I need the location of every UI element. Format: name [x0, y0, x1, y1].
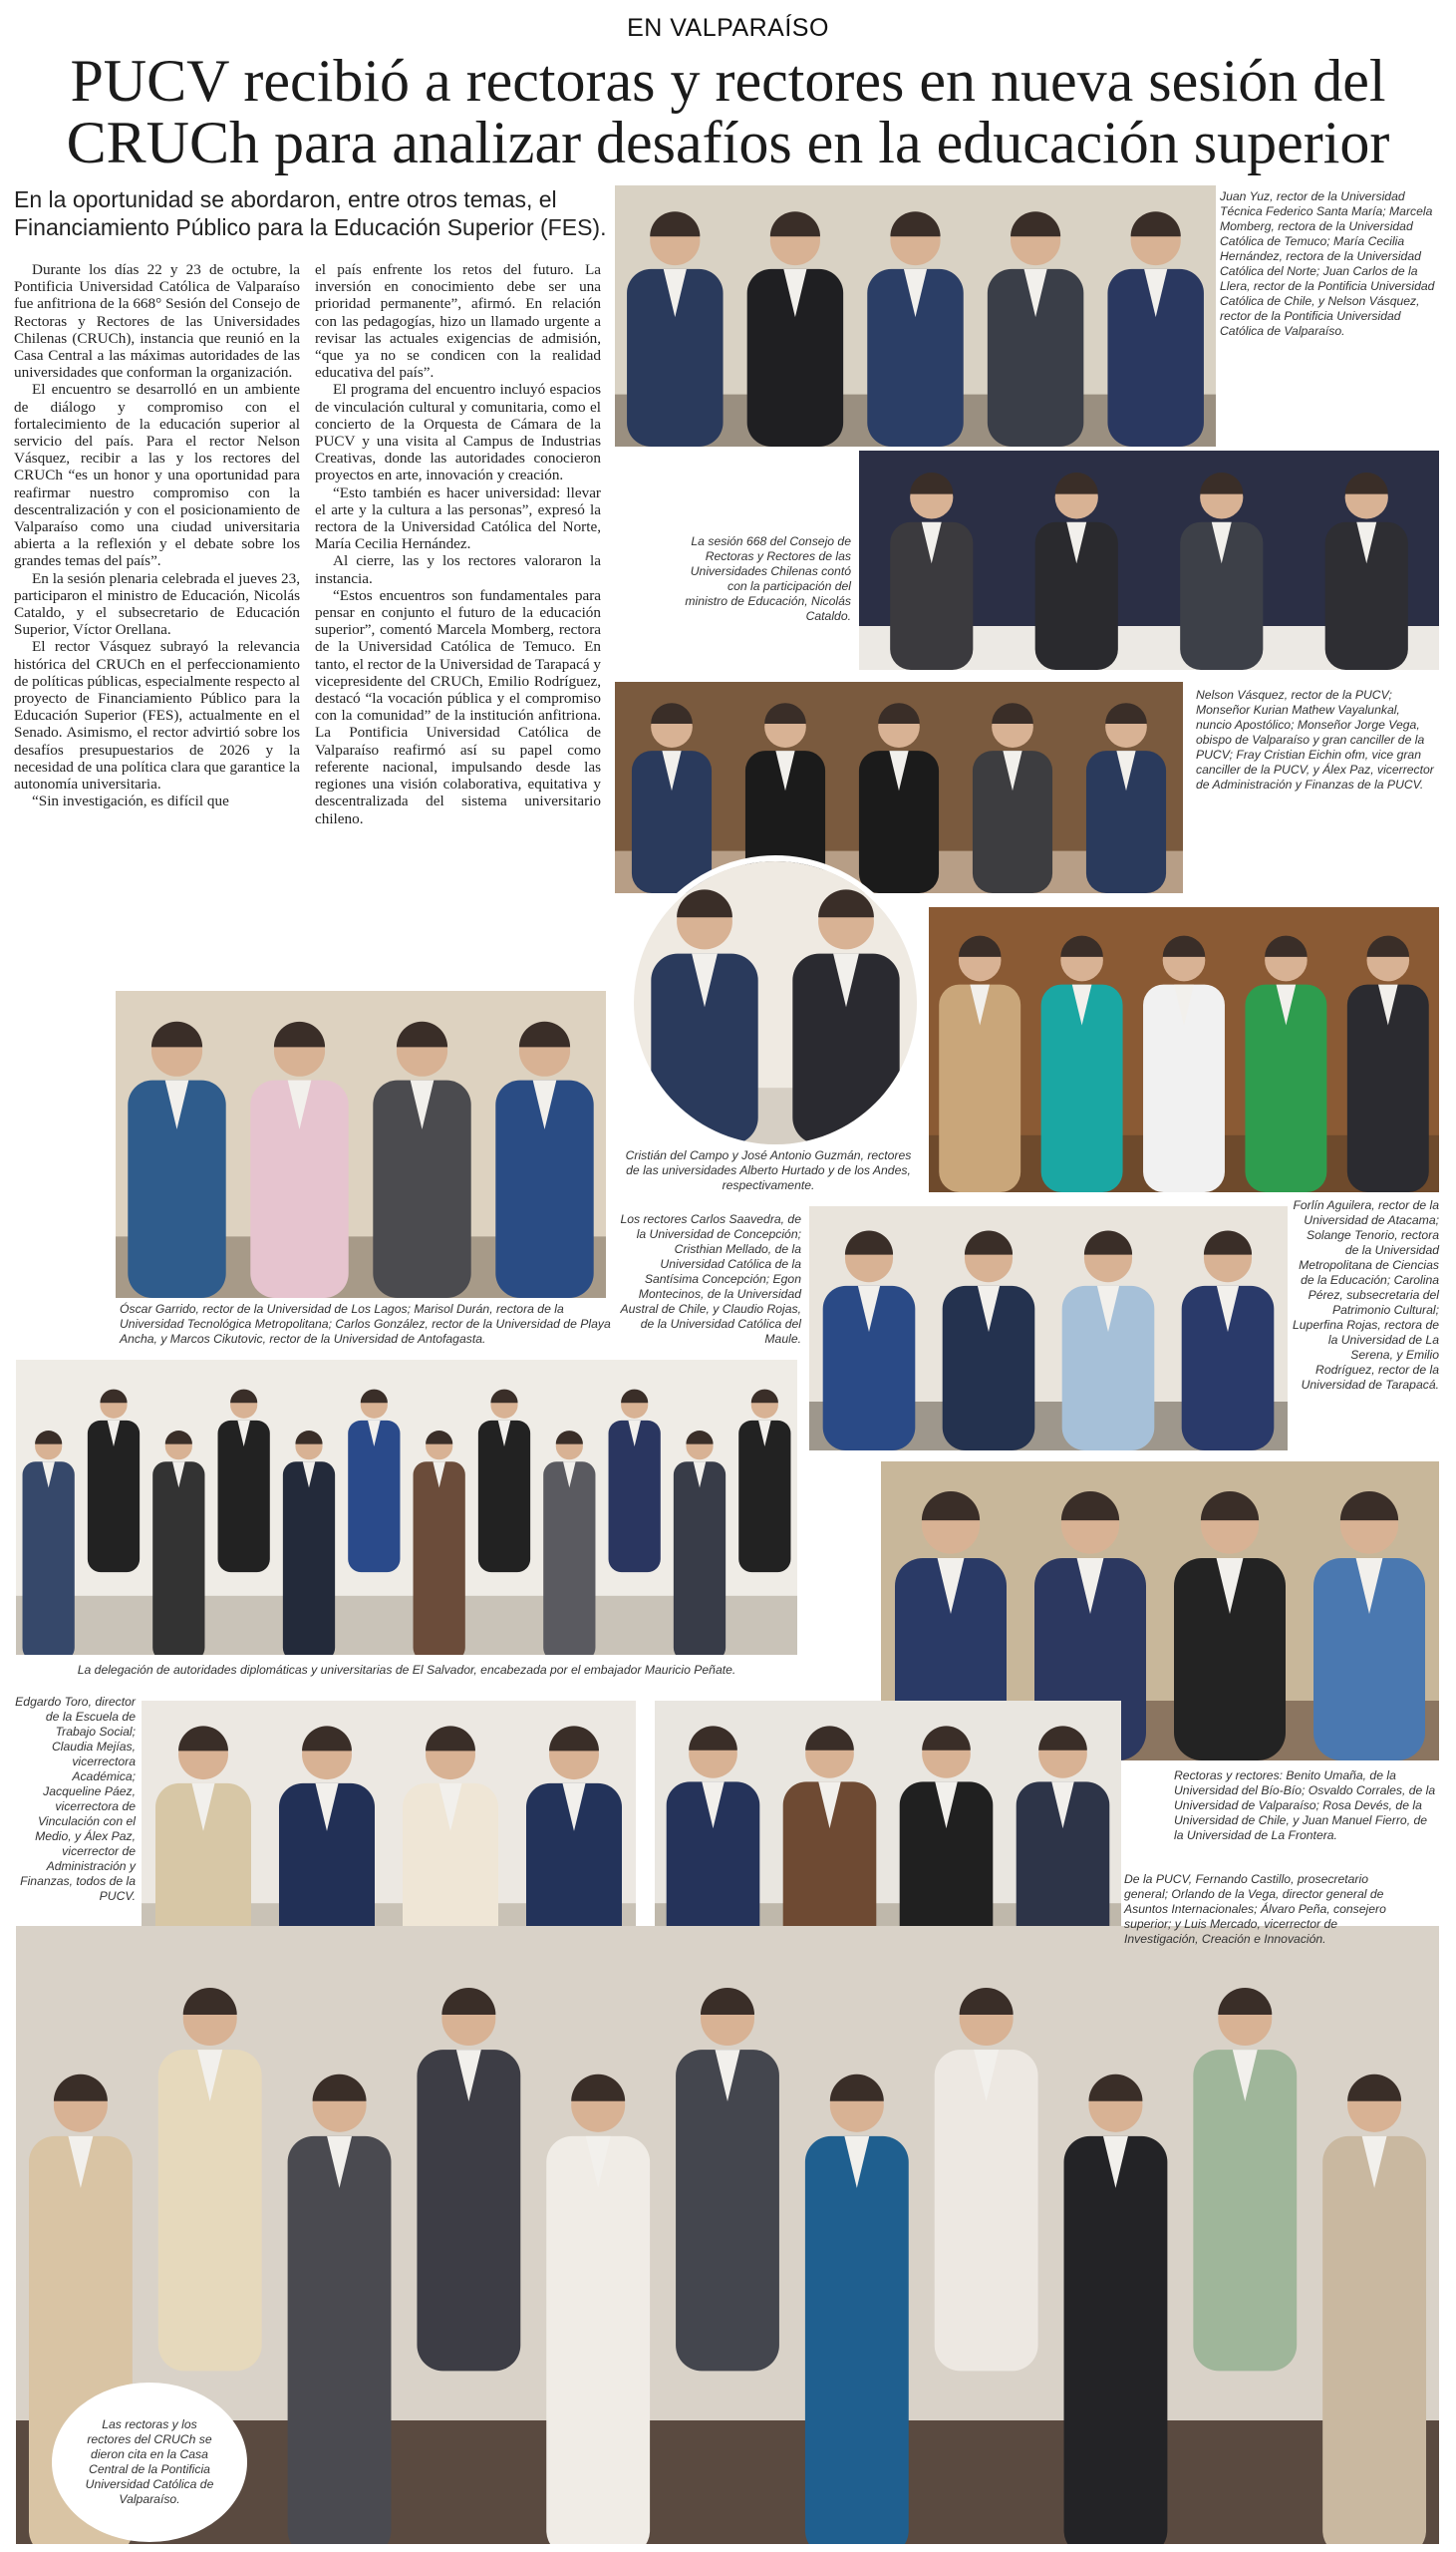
person-figure — [805, 2074, 909, 2544]
photo-scene — [634, 861, 917, 1144]
caption: Óscar Garrido, rector de la Universidad de Los Lagos; Marisol Durán, rectora de la Universidad Tecnológica Metropolitana; Carlos González, rector de la Universidad de Playa Ancha, y Marcos Cikutovic, rector de la Universidad de Antofagasta. — [120, 1302, 611, 1346]
person-figure — [414, 1431, 465, 1655]
paragraph: “Sin investigación, es difícil que — [32, 793, 229, 810]
caption: Cristián del Campo y José Antonio Guzmán, rectores de las universidades Alberto Hurtado y de los Andes, respectivamente. — [625, 1148, 912, 1192]
caption: Juan Yuz, rector de la Universidad Técnica Federico Santa María; Marcela Momberg, rectora de la Universidad Católica de Temuco; María Cecilia Hernández, rectora de la Universidad Católica del Norte; Juan Carlos de la Llera, rector de la Pontificia Universidad Católica de Chile, y Nelson Vásquez, rector de la Pontificia Universidad Católica de Valparaíso. — [1220, 189, 1435, 338]
person-figure — [288, 2074, 392, 2544]
photo-circle-two-rectors — [628, 855, 923, 1150]
paragraph: Durante los días 22 y 23 de octubre, la Pontificia Universidad Católica de Valparaíso fue anfitriona de la 668° Sesión del Consejo de Rectoras y Rectores de las Universidades Chilenas (CRUCh), instancia que reunió en la Casa Central a las máximas autoridades de las universidades que conforman la organización. — [14, 261, 300, 382]
caption: La delegación de autoridades diplomáticas y universitarias de El Salvador, encabezada por el embajador Mauricio Peñate. — [77, 1663, 736, 1677]
photo-session-table — [859, 451, 1439, 670]
photo-scene — [929, 907, 1439, 1192]
person-figure — [1064, 2074, 1168, 2544]
photo-scene — [116, 991, 606, 1298]
caption: Edgardo Toro, director de la Escuela de Trabajo Social; Claudia Mejías, vicerrectora Académica; Jacqueline Páez, vicerrectora de Vinculación con el Medio, y Álex Paz, vicerrector de Administración y Finanzas, todos de la PUCV. — [15, 1695, 136, 1903]
paragraph: “Esto también es hacer universidad: llevar el arte y la cultura a las personas”, expresó la rectora de la Universidad Católica del Norte, María Cecilia Hernández. — [315, 483, 601, 553]
caption: Nelson Vásquez, rector de la PUCV; Monseñor Kurian Mathew Vayalunkal, nuncio Apostólico; Monseñor Jorge Vega, obispo de Valparaíso y gran canciller de la PUCV; Fray Cristian Eichin ofm, vice gran canciller de la PUCV, y Álex Paz, vicerrector de Administración y Finanzas de la PUCV. — [1196, 688, 1434, 792]
photo-pucv-team-2 — [655, 1701, 1121, 1954]
paragraph: En la sesión plenaria celebrada el jueves 23, participaron el ministro de Educación, Nicolás Cataldo, y el subsecretario de Educación Superior, Víctor Orellana. — [14, 569, 300, 639]
paragraph: El programa del encuentro incluyó espacios de vinculación cultural y comunitaria, como el concierto de la Orquesta de Cámara de la PUCV y una visita al Campus de Industrias Creativas, donde las autoridades conocieron proyectos en arte, innovación y creación. — [315, 381, 601, 484]
photo-scene — [615, 185, 1216, 447]
photo-scene — [16, 1360, 797, 1655]
person-figure — [546, 2074, 650, 2544]
paragraph: “Estos encuentros son fundamentales para pensar en conjunto el futuro de la educación superior”, comentó Marcela Momberg, rectora de la Universidad Católica de Temuco. En tanto, el rector de la Universidad de Tarapacá y vicepresidente del CRUCh, Emilio Rodríguez, destacó “la vocación pública y el compromiso con la comunidad” de la institución anfitriona. La Pontificia Universidad Católica de Valparaíso reafirmó así su papel como referente nacional, impulsando desde las regiones una visión colaborativa, equitativa y descentralizada del sistema universitario chileno. — [315, 586, 601, 827]
section-label: EN VALPARAÍSO — [627, 14, 829, 42]
photo-rectors-group-2 — [116, 991, 606, 1298]
person-figure — [674, 1431, 726, 1655]
headline-line-2: CRUCh para analizar desafíos en la educación superior — [66, 110, 1390, 175]
person-figure — [152, 1431, 204, 1655]
photo-scene — [615, 682, 1183, 893]
photo-scene — [142, 1701, 636, 1954]
person-figure — [543, 1431, 595, 1655]
photo-pucv-team-1 — [142, 1701, 636, 1954]
person-figure — [23, 1431, 75, 1655]
caption: Los rectores Carlos Saavedra, de la Universidad de Concepción; Cristhian Mellado, de la Universidad Católica de la Santísima Concepción; Egon Montecinos, de la Universidad Austral de Chile, y Claudio Rojas, de la Universidad Católica del Maule. — [620, 1212, 801, 1346]
photo-scene — [655, 1701, 1121, 1954]
caption: La sesión 668 del Consejo de Rectoras y Rectores de las Universidades Chilenas contó con la participación del ministro de Educación, Nicolás Cataldo. — [685, 534, 851, 623]
paragraph: El encuentro se desarrolló en un ambiente de diálogo y compromiso con el fortalecimiento de la educación superior al servicio del país. Para el rector Nelson Vásquez, recibir a las y los rectores del CRUCh “es un honor y una oportunidad para reafirmar nuestro compromiso con la descentralización y con el posicionamiento de Valparaíso como una ciudad universitaria abierta a la reflexión y el debate sobre los grandes temas del país”. — [14, 381, 300, 570]
paragraph: El rector Vásquez subrayó la relevancia histórica del CRUCh en el perfeccionamiento de políticas públicas, especialmente respecto al proyecto de Financiamiento Público para la Educación Superior (FES), actualmente en el Senado. Asimismo, el rector advirtió sobre los desafíos presupuestarios de 2026 y la necesidad de una política clara que garantice la autonomía universitaria. — [14, 638, 300, 794]
caption: Forlín Aguilera, rector de la Universidad de Atacama; Solange Tenorio, rectora de la Universidad Metropolitana de Ciencias de la Educación; Carolina Pérez, subsecretaria del Patrimonio Cultural; Luperfina Rojas, rectora de la Universidad de La Serena, y Emilio Rodríguez, rector de la Universidad de Tarapacá. — [1292, 1198, 1439, 1392]
photo-el-salvador-delegation — [16, 1360, 797, 1655]
headline — [20, 50, 1436, 173]
paragraph: Al cierre, las y los rectores valoraron la instancia. — [315, 552, 601, 587]
photo-scene — [859, 451, 1439, 670]
photo-rectors-group-3 — [809, 1206, 1288, 1450]
photo-scene — [809, 1206, 1288, 1450]
person-figure — [283, 1431, 335, 1655]
photo-rectors-group-1 — [615, 185, 1216, 447]
caption-circle: Las rectoras y los rectores del CRUCh se dieron cita en la Casa Central de la Pontificia Universidad Católica de Valparaíso. — [52, 2383, 247, 2542]
caption: De la PUCV, Fernando Castillo, prosecretario general; Orlando de la Vega, director general de Asuntos Internacionales; Álvaro Peña, consejero superior; y Luis Mercado, vicerrector de Investigación, Creación e Innovación. — [1124, 1872, 1386, 1946]
photo-group-forlin — [929, 907, 1439, 1192]
photo-authorities-clergy — [615, 682, 1183, 893]
article-column-left — [14, 261, 300, 810]
paragraph: el país enfrente los retos del futuro. La inversión en conocimiento debe ser una prioridad permanente”, afirmó. En relación con las pedagogías, hizo un llamado urgente a revisar las actuales exigencias de admisión, “que ya no se condicen con la realidad educativa del país”. — [315, 261, 601, 382]
deck: En la oportunidad se abordaron, entre otros temas, el Financiamiento Público para la Educación Superior (FES). — [14, 186, 607, 240]
article-column-right — [315, 261, 601, 827]
caption: Rectoras y rectores: Benito Umaña, de la Universidad del Bío-Bío; Osvaldo Corrales, de la Universidad de Valparaíso; Rosa Devés, de la Universidad de Chile, y Juan Manuel Fierro, de la Universidad de La Frontera. — [1174, 1768, 1436, 1842]
headline-line-1: PUCV recibió a rectoras y rectores en nueva sesión del — [70, 48, 1386, 114]
person-figure — [1322, 2074, 1426, 2544]
